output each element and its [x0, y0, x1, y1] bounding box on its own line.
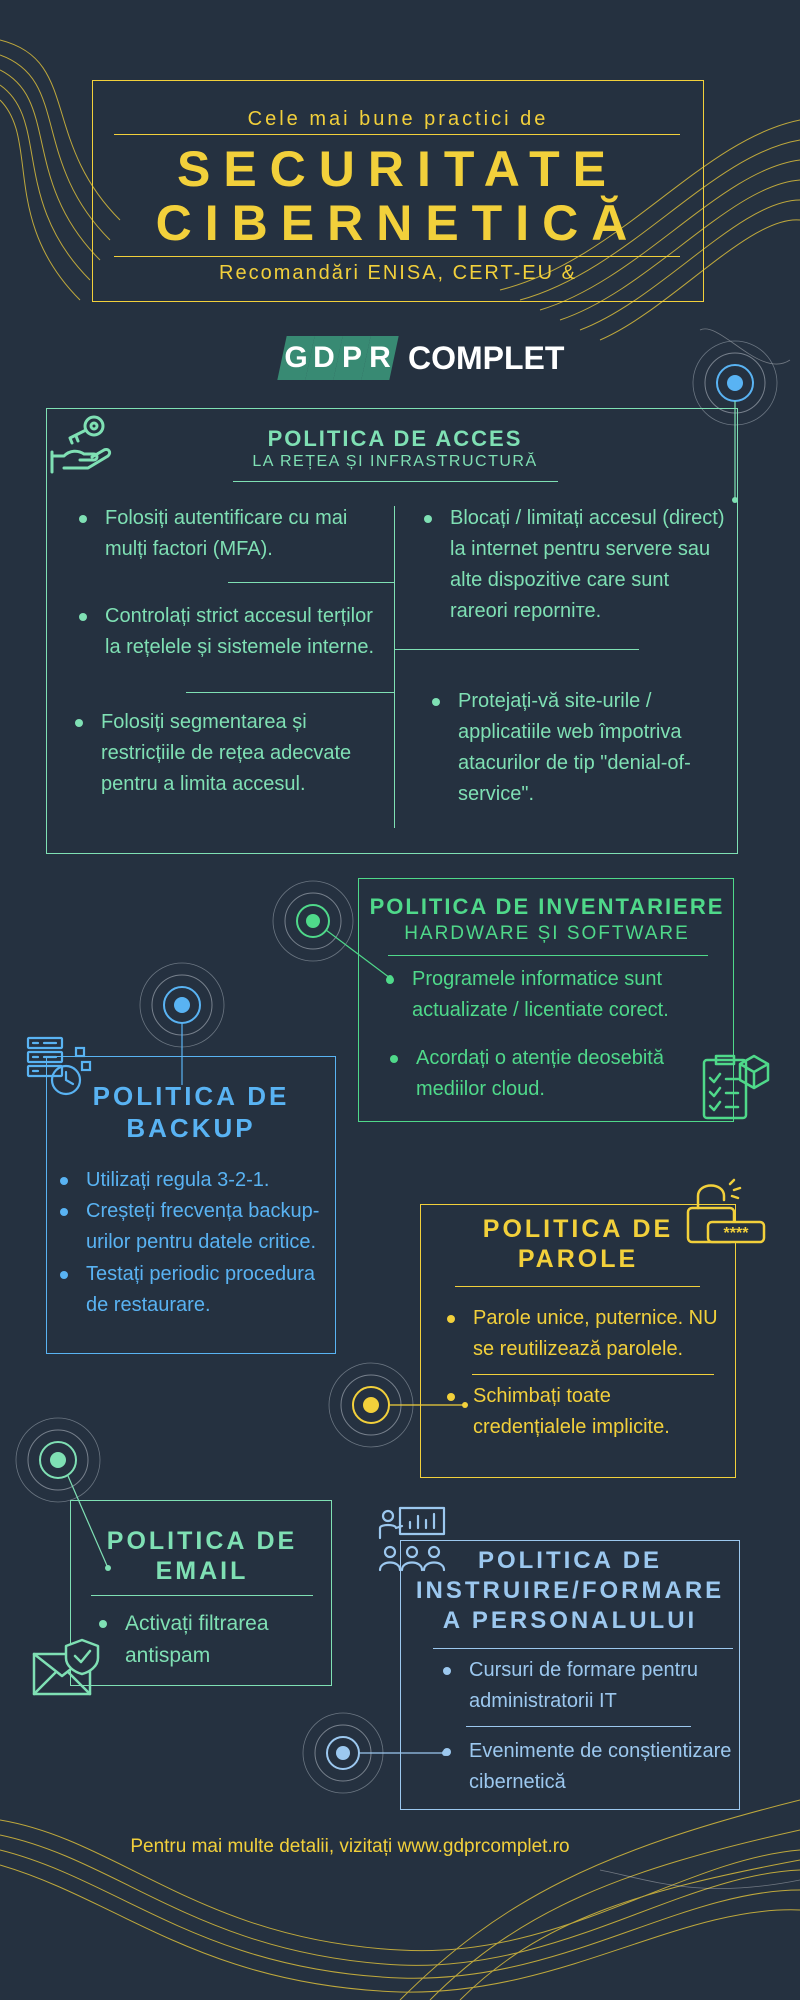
access-policy-subtitle: LA REȚEA ȘI INFRASTRUCTURĂ: [252, 453, 538, 470]
training-item: Cursuri de formare pentru administratorii IT: [443, 1655, 733, 1717]
email-policy-title-line1: POLITICA DE: [106, 1527, 298, 1555]
email-shield-icon: [30, 1636, 102, 1700]
access-item: Protejați-vă site-urile / applicatiile web împotriva atacurilor de tip "denial-of-service".: [432, 686, 722, 810]
access-item: Controlați strict accesul terților la rețelele și sistemele interne.: [79, 601, 379, 663]
access-title-divider: [233, 481, 558, 482]
inventory-item: Programele informatice sunt actualizate / licentiate corect.: [386, 964, 686, 1026]
header-title-line2: CIBERNETICĂ: [155, 195, 641, 251]
backup-policy-title-line1: POLITICA DE: [92, 1081, 290, 1111]
header-recommendations: Recomandări ENISA, CERT-EU &: [219, 262, 577, 284]
access-column-divider: [394, 506, 395, 828]
key-hand-icon: [48, 410, 116, 474]
email-title-divider: [91, 1595, 313, 1596]
password-item: Schimbați toate credențialele implicite.: [447, 1381, 727, 1443]
training-item: Evenimente de conștientizare cibernetică: [443, 1736, 733, 1798]
email-item: Activați filtrarea antispam: [99, 1608, 319, 1672]
backup-policy-title-line2: BACKUP: [126, 1113, 256, 1143]
clipboard-box-icon: [700, 1050, 772, 1122]
inventory-policy-title: POLITICA DE INVENTARIERE: [369, 894, 725, 919]
inventory-title-divider: [388, 955, 708, 956]
access-item: Blocați / limitați accesul (direct) la internet pentru servere sau alte dispozitive care sunt rareori reporniте.: [424, 503, 730, 627]
password-policy-title-line1: POLITICA DE: [482, 1215, 674, 1243]
password-row-divider: [472, 1374, 714, 1375]
training-row-divider: [466, 1726, 691, 1727]
inventory-policy-subtitle: HARDWARE ȘI SOFTWARE: [404, 923, 690, 944]
access-row-divider: [394, 649, 639, 650]
email-policy-title-line2: EMAIL: [155, 1557, 249, 1585]
backup-item: Utilizați regula 3-2-1.: [60, 1165, 322, 1196]
access-row-divider: [228, 582, 394, 583]
training-policy-title-line3: A PERSONALULUI: [442, 1607, 698, 1634]
gdpr-complet-logo: G D P R COMPLET: [282, 336, 564, 380]
access-item: Folosiți segmentarea și restricțiile de rețea adecvate pentru a limita accesul.: [75, 707, 385, 800]
password-item: Parole unice, puternice. NU se reutilizează parolele.: [447, 1303, 727, 1365]
access-item: Folosiți autentificare cu mai mulți factori (MFA).: [79, 503, 379, 565]
header-title-line1: SECURITATE: [176, 141, 620, 197]
access-row-divider: [186, 692, 394, 693]
training-policy-title-line2: INSTRUIRE/FORMARE: [415, 1577, 725, 1604]
inventory-item: Acordați o atenție deosebită mediilor cloud.: [390, 1043, 686, 1105]
header-subtitle: Cele mai bune practici de: [247, 108, 549, 130]
training-title-divider: [433, 1648, 733, 1649]
access-policy-title: POLITICA DE ACCES: [267, 426, 523, 451]
password-policy-title-line2: PAROLE: [517, 1245, 639, 1273]
backup-item: Testați periodic procedura de restaurare.: [60, 1259, 322, 1321]
training-policy-title-line1: POLITICA DE: [477, 1547, 663, 1574]
password-title-divider: [455, 1286, 700, 1287]
backup-item: Creșteți frecvența backup-urilor pentru datele critice.: [60, 1196, 322, 1258]
footer-text: Pentru mai multe detalii, vizitați www.gdprcomplet.ro: [130, 1836, 570, 1857]
password-mask-text: ****: [723, 1225, 749, 1242]
